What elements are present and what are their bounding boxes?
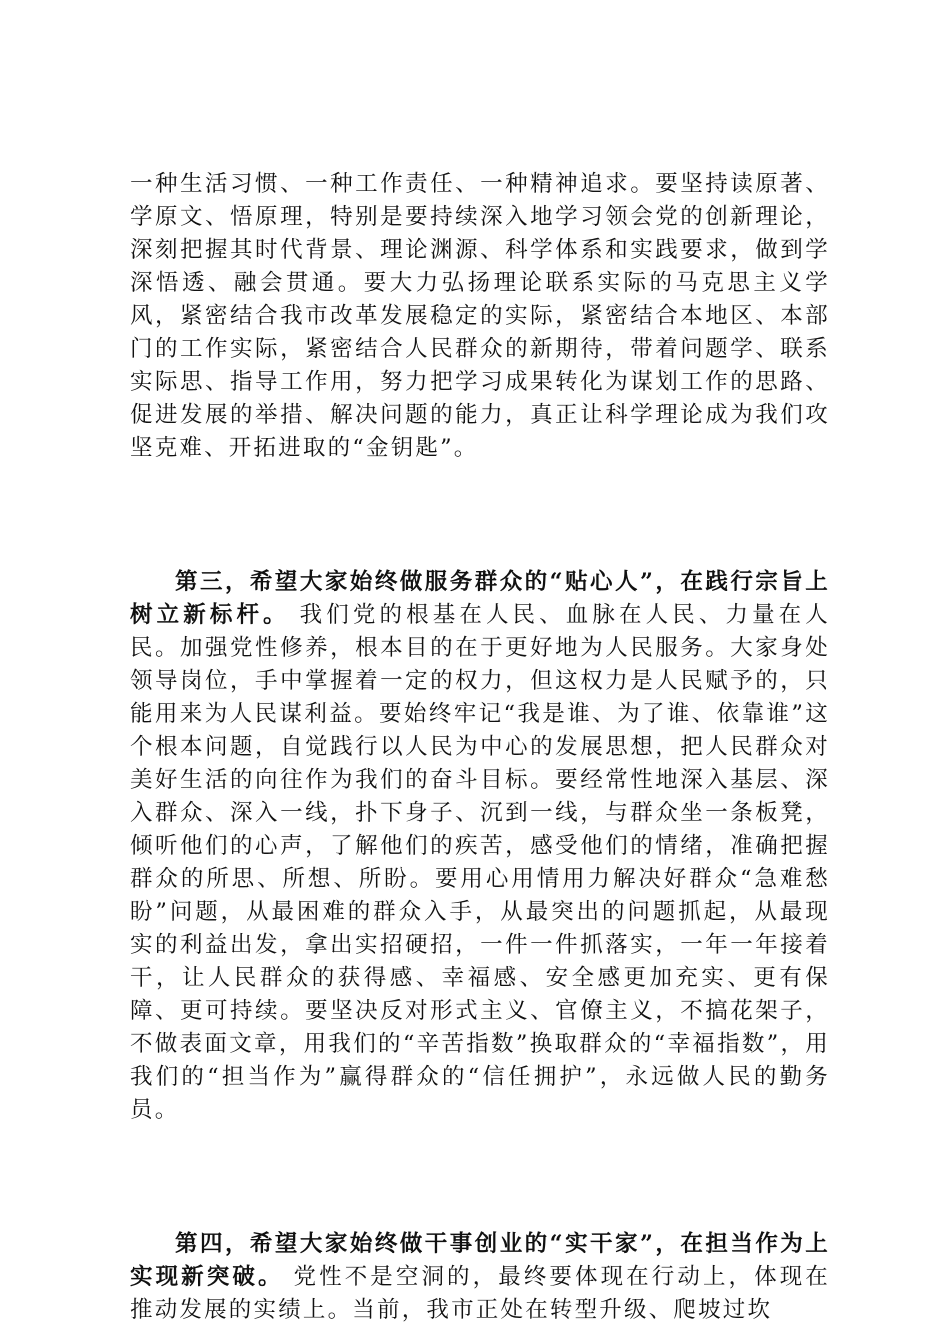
paragraph-3-heading: 第四，希望大家始终做干事创业的“实干家”，在担当作为上实现新突破。 <box>130 1231 830 1290</box>
paragraph-3-body: 党性不是空洞的，最终要体现在行动上，体现在推动发展的实绩上。当前，我市正处在转型升级、爬坡过坎 <box>130 1264 830 1323</box>
paragraph-1 <box>130 168 830 465</box>
paragraph-2 <box>130 566 830 1127</box>
paragraph-2-body: 我们党的根基在人民、血脉在人民、力量在人民。加强党性修养，根本目的在于更好地为人民服务。大家身处领导岗位，手中掌握着一定的权力，但这权力是人民赋予的，只能用来为人民谋利益。要始终牢记“我是谁、为了谁、依靠谁”这个根本问题，自觉践行以人民为中心的发展思想，把人民群众对美好生活的向往作为我们的奋斗目标。要经常性地深入基层、深入群众、深入一线，扑下身子、沉到一线，与群众坐一条板凳，倾听他们的心声，了解他们的疾苦，感受他们的情绪，准确把握群众的所思、所想、所盼。要用心用情用力解决好群众“急难愁盼”问题，从最困难的群众入手，从最突出的问题抓起，从最现实的利益出发，拿出实招硬招，一件一件抓落实，一年一年接着干，让人民群众的获得感、幸福感、安全感更加充实、更有保障、更可持续。要坚决反对形式主义、官僚主义，不搞花架子，不做表面文章，用我们的“辛苦指数”换取群众的“幸福指数”，用我们的“担当作为”赢得群众的“信任拥护”，永远做人民的勤务员。 <box>130 602 830 1123</box>
paragraph-3 <box>130 1228 830 1327</box>
paragraph-1-body: 一种生活习惯、一种工作责任、一种精神追求。要坚持读原著、学原文、悟原理，特别是要持续深入地学习领会党的创新理论，深刻把握其时代背景、理论渊源、科学体系和实践要求，做到学深悟透、融会贯通。要大力弘扬理论联系实际的马克思主义学风，紧密结合我市改革发展稳定的实际，紧密结合本地区、本部门的工作实际，紧密结合人民群众的新期待，带着问题学、联系实际思、指导工作用，努力把学习成果转化为谋划工作的思路、促进发展的举措、解决问题的能力，真正让科学理论成为我们攻坚克难、开拓进取的“金钥匙”。 <box>130 171 830 461</box>
paragraph-2-heading: 第三，希望大家始终做服务群众的“贴心人”，在践行宗旨上树立新标杆。 <box>130 569 830 628</box>
document-page <box>130 168 830 1327</box>
